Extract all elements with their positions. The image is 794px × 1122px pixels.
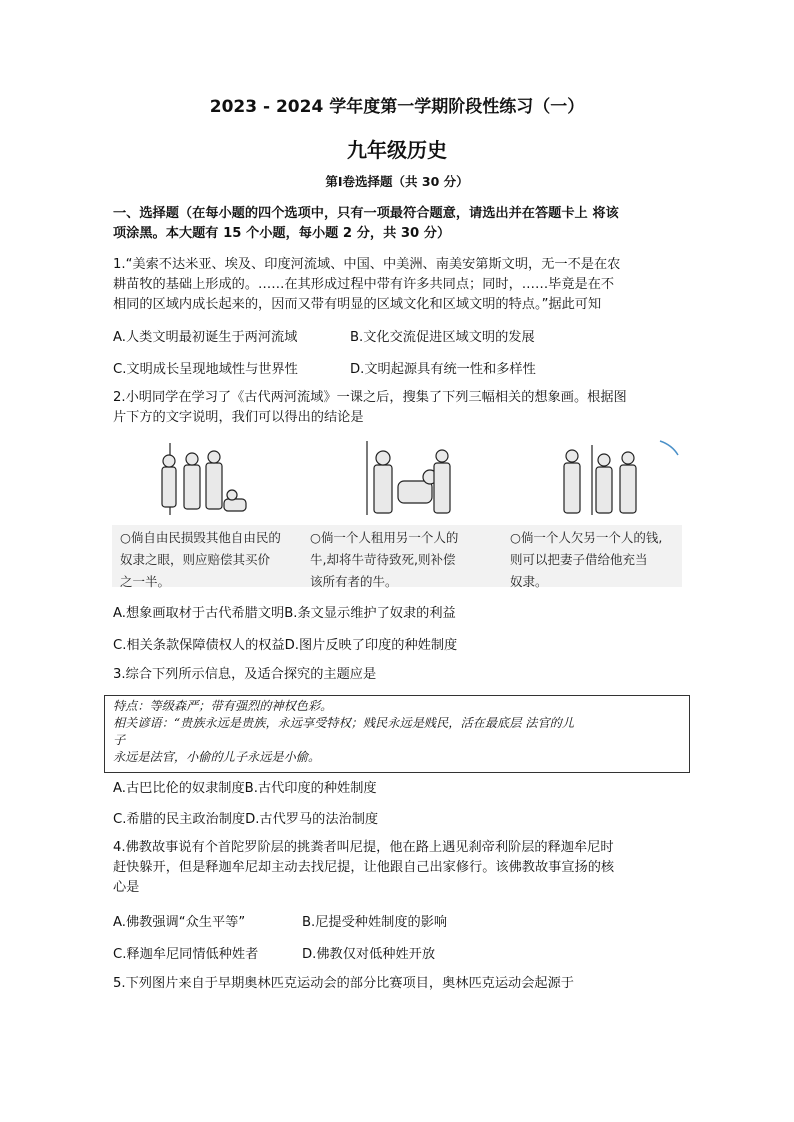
- caption-left-line-1: ○倘自由民损毁其他自由民的: [120, 530, 281, 545]
- right-illustration: [564, 445, 636, 515]
- caption-middle: [310, 527, 458, 593]
- q1-stem-line-1: 1.“美索不达米亚、埃及、印度河流域、中国、中美洲、南美安第斯文明，无一不是在农: [113, 257, 621, 272]
- q4-option-a[interactable]: A.佛教强调“众生平等”: [113, 915, 246, 930]
- caption-middle-line-1: ○倘一个人租用另一个人的: [310, 530, 459, 545]
- q3-options-ab[interactable]: A.古巴比伦的奴隶制度B.古代印度的种姓制度: [113, 781, 377, 796]
- q3-box-line-1: 特点：等级森严；带有强烈的神权色彩。: [113, 699, 333, 713]
- caption-right-line-3: 奴隶。: [510, 574, 548, 589]
- q2-options-cd[interactable]: C.相关条款保障债权人的权益D.图片反映了印度的种姓制度: [113, 638, 458, 653]
- q3-box-line-3: 子: [113, 733, 126, 747]
- instructions-line-2: 项涂黑。本大题有 15 个小题，每小题 2 分，共 30 分）: [113, 226, 451, 241]
- q1-option-b[interactable]: B.文化交流促进区域文明的发展: [350, 330, 535, 345]
- q3-info-box: [104, 695, 690, 773]
- caption-right: [510, 527, 662, 593]
- caption-left-line-2: 奴隶之眼，则应赔偿其买价: [120, 552, 271, 567]
- q3-box-line-4: 永远是法官，小偷的儿子永远是小偷。: [113, 750, 321, 764]
- q2-stem-line-1: 2.小明同学在学习了《古代两河流域》一课之后，搜集了下列三幅相关的想象画。根据图: [113, 390, 627, 405]
- q4-option-d[interactable]: D.佛教仅对低种姓开放: [302, 947, 436, 962]
- caption-left-line-3: 之一半。: [120, 574, 171, 589]
- caption-left: [120, 527, 281, 593]
- exam-title: 2023 - 2024 学年度第一学期阶段性练习（一）: [209, 97, 585, 117]
- q4-option-b[interactable]: B.尼提受种姓制度的影响: [302, 915, 448, 930]
- section-heading: 第Ⅰ卷选择题（共 30 分）: [325, 174, 469, 189]
- q4-stem-line-3: 心是: [113, 880, 140, 895]
- q3-stem: 3.综合下列所示信息，及适合探究的主题应是: [113, 667, 377, 682]
- q1-stem-line-2: 耕苗牧的基础上形成的。……在其形成过程中带有许多共同点；同时，……毕竟是在不: [113, 277, 615, 292]
- q4-option-c[interactable]: C.释迦牟尼同情低种姓者: [113, 947, 259, 962]
- q3-box-line-2: 相关谚语：“贵族永远是贵族，永远享受特权；贱民永远是贱民，活在最底层 法官的儿: [113, 716, 575, 730]
- exam-subject: 九年级历史: [347, 138, 447, 162]
- q1-option-c[interactable]: C.文明成长呈现地域性与世界性: [113, 362, 298, 377]
- q5-stem: 5.下列图片来自于早期奥林匹克运动会的部分比赛项目，奥林匹克运动会起源于: [113, 976, 574, 991]
- q2-options-ab[interactable]: A.想象画取材于古代希腊文明B.条文显示维护了奴隶的利益: [113, 606, 456, 621]
- q1-option-a[interactable]: A.人类文明最初诞生于两河流域: [113, 330, 298, 345]
- q2-stem-line-2: 片下方的文字说明，我们可以得出的结论是: [113, 410, 364, 425]
- q1-option-d[interactable]: D.文明起源具有统一性和多样性: [350, 362, 536, 377]
- q1-stem-line-3: 相同的区域内成长起来的，因而又带有明显的区域文化和区域文明的特点。”据此可知: [113, 297, 602, 312]
- caption-middle-line-2: 牛,却将牛苛待致死,则补偿: [310, 552, 456, 567]
- q3-options-cd[interactable]: C.希腊的民主政治制度D.古代罗马的法治制度: [113, 812, 379, 827]
- caption-middle-line-3: 该所有者的牛。: [310, 574, 398, 589]
- q4-stem-line-2: 赶快躲开，但是释迦牟尼却主动去找尼提，让他跟自己出家修行。该佛教故事宣扬的核: [113, 860, 615, 875]
- q4-stem-line-1: 4.佛教故事说有个首陀罗阶层的挑粪者叫尼提，他在路上遇见刹帝利阶层的释迦牟尼时: [113, 840, 614, 855]
- caption-right-line-2: 则可以把妻子借给他充当: [510, 552, 648, 567]
- q2-illustration-panel: [112, 437, 682, 587]
- caption-right-line-1: ○倘一个人欠另一个人的钱,: [510, 530, 663, 545]
- instructions-line-1: 一、选择题（在每小题的四个选项中，只有一项最符合题意，请选出并在答题卡上 将该: [113, 206, 619, 221]
